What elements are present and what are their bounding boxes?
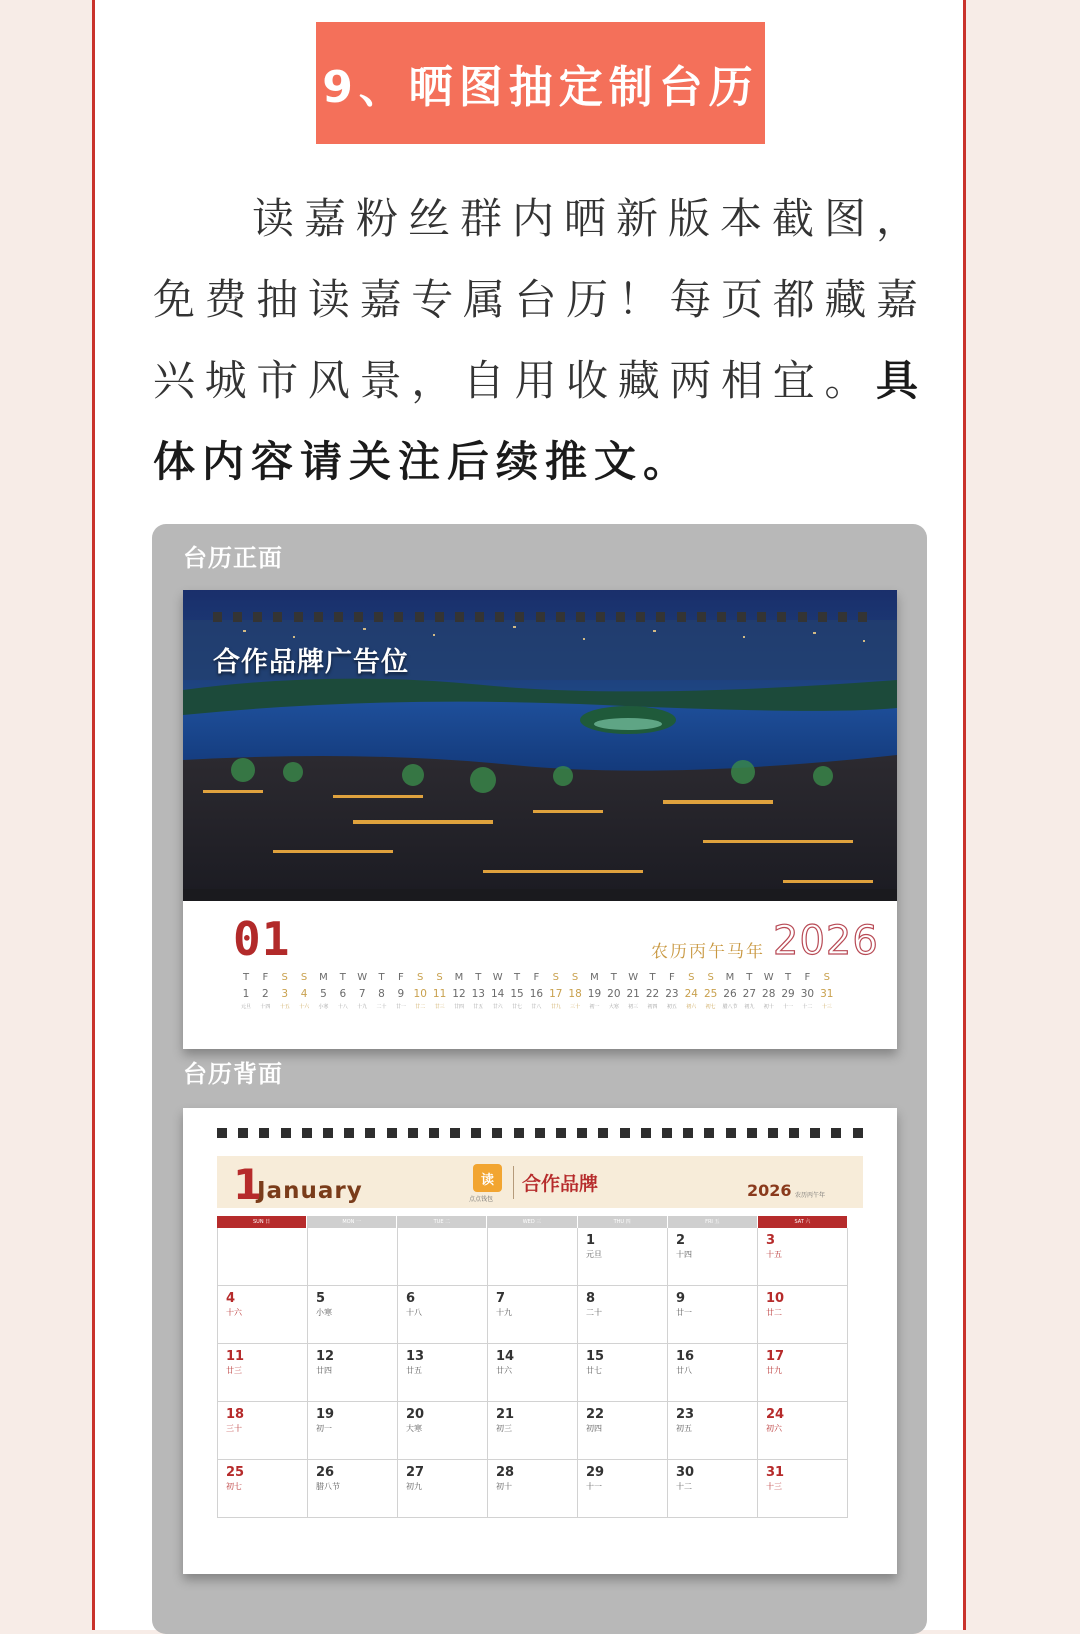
day-number: 13 [406,1349,425,1364]
front-day-number: 27 [742,988,757,1000]
calendar-week-row [217,1460,848,1518]
day-number: 25 [226,1465,245,1480]
calendar-empty-cell [308,1228,398,1285]
calendar-week-row [217,1228,848,1286]
day-lunar-label: 十四 [676,1250,692,1259]
day-lunar-label: 三十 [226,1424,242,1433]
calendar-showcase [152,524,927,1634]
day-number: 10 [766,1291,785,1306]
front-day-column [625,973,641,1010]
day-lunar-label: 廿七 [586,1366,602,1375]
header-divider [513,1166,514,1199]
front-day-lunar: 初一 [589,1003,600,1010]
day-number: 27 [406,1465,425,1480]
front-day-weekday: T [475,972,482,983]
month-grid [217,1216,848,1518]
day-lunar-label: 十五 [766,1250,782,1259]
calendar-day-cell [217,1344,308,1401]
day-number: 1 [586,1233,596,1248]
back-calendar-header [217,1156,863,1208]
calendar-day-cell [308,1460,398,1517]
day-number: 17 [766,1349,785,1364]
front-day-lunar: 十二 [802,1003,813,1010]
front-day-number: 11 [432,988,447,1000]
calendar-day-cell [758,1402,848,1459]
front-day-lunar: 大寒 [608,1003,619,1010]
calendar-day-cell [308,1344,398,1401]
front-day-column [780,973,796,1010]
calendar-day-cell [488,1460,578,1517]
front-day-weekday: W [763,972,774,983]
calendar-day-cell [668,1286,758,1343]
day-number: 5 [316,1291,326,1306]
front-day-lunar: 元旦 [240,1003,251,1010]
front-day-number: 28 [762,988,776,1000]
front-day-column [645,973,661,1010]
calendar-day-cell [308,1402,398,1459]
front-day-lunar: 初十 [763,1003,774,1010]
day-lunar-label: 廿五 [406,1366,422,1375]
front-day-column [257,973,273,1010]
day-number: 22 [586,1407,605,1422]
front-day-column [335,973,351,1010]
day-number: 31 [766,1465,785,1480]
front-day-column [393,973,409,1010]
front-day-weekday: T [610,972,617,983]
calendar-day-cell [758,1228,848,1285]
front-day-number: 19 [587,988,602,1000]
front-day-number: 26 [723,988,737,1000]
front-day-lunar: 廿一 [395,1003,406,1010]
calendar-day-cell [308,1286,398,1343]
front-day-column [683,973,699,1010]
front-day-weekday: S [417,972,424,983]
day-number: 23 [676,1407,695,1422]
day-lunar-label: 廿九 [766,1366,782,1375]
front-day-weekday: F [669,972,675,983]
front-day-lunar: 廿八 [531,1003,542,1010]
front-day-weekday: S [688,972,695,983]
day-lunar-label: 初一 [316,1424,332,1433]
front-day-column [374,973,390,1010]
day-number: 24 [766,1407,785,1422]
front-day-lunar: 十四 [260,1003,271,1010]
front-month-number: 01 [233,912,291,966]
front-day-number: 15 [510,988,524,1000]
front-day-weekday: T [378,972,385,983]
front-day-column [819,973,835,1010]
front-day-number: 14 [490,988,505,1000]
front-label: 台历正面 [183,544,283,572]
calendar-day-cell [668,1402,758,1459]
front-day-number: 10 [413,988,427,1000]
front-year: 2026 [773,918,879,964]
front-day-column [412,973,428,1010]
calendar-day-cell [578,1228,668,1285]
calendar-day-cell [668,1460,758,1517]
brand-logo-icon: 读 [473,1164,502,1192]
front-day-column [296,973,312,1010]
front-day-number: 25 [703,988,718,1000]
paragraph-text: 读嘉粉丝群内晒新版本截图，免费抽读嘉专属台历！每页都藏嘉兴城市风景，自用收藏两相宜。 [153,194,925,405]
day-number: 28 [496,1465,515,1480]
calendar-day-cell [398,1286,488,1343]
front-day-column [315,973,331,1010]
ring-binding-holes [213,612,867,622]
front-day-column [761,973,777,1010]
day-lunar-label: 初七 [226,1482,242,1491]
front-day-column [722,973,738,1010]
front-day-lunar: 廿四 [453,1003,464,1010]
front-day-weekday: S [552,972,559,983]
front-day-weekday: S [300,972,308,983]
day-lunar-label: 初六 [766,1424,782,1433]
calendar-week-row [217,1402,848,1460]
calendar-day-cell [758,1344,848,1401]
front-day-lunar: 腊八节 [722,1003,738,1010]
calendar-week-row [217,1344,848,1402]
day-number: 30 [676,1465,695,1480]
front-day-column [606,973,622,1010]
day-number: 15 [586,1349,605,1364]
front-day-lunar: 十三 [821,1003,832,1010]
calendar-day-cell [398,1344,488,1401]
front-day-lunar: 十八 [337,1003,348,1010]
front-day-lunar: 廿九 [550,1003,561,1010]
front-day-number: 16 [529,988,544,1000]
day-lunar-label: 大寒 [406,1424,422,1433]
city-night-photo [183,590,897,901]
front-day-weekday: F [804,972,811,983]
day-lunar-label: 腊八节 [316,1482,340,1491]
front-day-weekday: W [628,972,639,983]
day-number: 19 [316,1407,335,1422]
calendar-day-cell [398,1402,488,1459]
calendar-back-image [183,1108,897,1574]
front-day-number: 24 [684,988,698,1000]
front-day-column [470,973,486,1010]
day-lunar-label: 二十 [586,1308,602,1317]
calendar-day-cell [398,1460,488,1517]
day-number: 3 [766,1233,776,1248]
front-day-column [354,973,370,1010]
front-day-lunar: 十九 [357,1003,368,1010]
day-number: 9 [676,1291,686,1306]
front-day-weekday: T [785,972,792,983]
day-lunar-label: 十三 [766,1482,782,1491]
front-day-number: 13 [471,988,485,1000]
back-lunar-year: 农历丙午年 [795,1192,826,1199]
front-day-column [277,973,293,1010]
weekday-header-cell: FRI 五 [668,1216,758,1228]
front-day-column [567,973,583,1010]
day-number: 12 [316,1349,335,1364]
front-day-number: 2 [262,988,269,1000]
day-lunar-label: 小寒 [316,1308,332,1317]
back-brand-label: 合作品牌 [522,1173,599,1195]
back-month-name: January [257,1178,363,1204]
day-lunar-label: 初三 [496,1424,512,1433]
day-lunar-label: 初九 [406,1482,422,1491]
front-day-lunar: 十一 [783,1003,794,1010]
front-day-weekday: M [319,972,328,983]
weekday-header-cell: MON 一 [307,1216,397,1228]
front-lunar-year: 农历丙午马年 [651,942,765,962]
front-day-number: 1 [242,988,250,1000]
calendar-day-cell [488,1344,578,1401]
section-title-banner: 9、晒图抽定制台历 [316,22,765,144]
front-day-lunar: 廿二 [415,1003,426,1010]
front-day-column [490,973,506,1010]
calendar-day-cell [668,1344,758,1401]
front-day-column [741,973,757,1010]
front-day-number: 7 [358,988,366,1000]
day-lunar-label: 十九 [496,1308,512,1317]
day-number: 8 [586,1291,596,1306]
front-day-column [238,973,254,1010]
front-day-weekday: T [242,972,250,983]
day-lunar-label: 初四 [586,1424,602,1433]
ring-binding-holes [217,1128,863,1138]
front-day-weekday: S [281,972,288,983]
day-lunar-label: 廿一 [676,1308,692,1317]
day-lunar-label: 十八 [406,1308,422,1317]
front-day-number: 30 [800,988,815,1000]
day-number: 11 [226,1349,245,1364]
day-lunar-label: 廿二 [766,1308,782,1317]
front-day-lunar: 小寒 [318,1003,329,1010]
paragraph-bold-text: 具体内容请关注后续推文。 [153,356,925,486]
front-day-lunar: 二十 [376,1003,387,1010]
article-paragraph [153,178,925,502]
front-day-column [703,973,719,1010]
front-day-lunar: 廿七 [512,1003,523,1010]
calendar-empty-cell [398,1228,488,1285]
front-day-weekday: T [339,972,346,983]
front-day-number: 29 [781,988,795,1000]
front-day-weekday: S [436,972,443,983]
front-day-lunar: 初三 [628,1003,639,1010]
front-day-lunar: 十五 [279,1003,290,1010]
front-day-weekday: F [262,972,269,983]
back-month-number: 1 [233,1160,263,1209]
front-day-column [664,973,680,1010]
front-day-weekday: T [649,972,656,983]
front-day-lunar: 廿六 [492,1003,503,1010]
front-day-strip [238,973,835,1010]
front-day-lunar: 初六 [686,1003,697,1010]
day-number: 21 [496,1407,515,1422]
front-day-number: 20 [607,988,621,1000]
front-day-number: 3 [281,988,289,1000]
calendar-week-row [217,1286,848,1344]
day-number: 16 [676,1349,695,1364]
front-day-number: 17 [549,988,563,1000]
day-number: 14 [496,1349,515,1364]
front-day-number: 22 [645,988,660,1000]
calendar-day-cell [217,1286,308,1343]
day-lunar-label: 十二 [676,1482,692,1491]
front-day-number: 21 [626,988,640,1000]
day-number: 7 [496,1291,506,1306]
front-day-number: 12 [452,988,466,1000]
day-number: 29 [586,1465,605,1480]
weekday-header-row [217,1216,848,1228]
front-day-weekday: T [746,972,753,983]
front-day-lunar: 廿三 [434,1003,445,1010]
front-day-number: 23 [665,988,679,1000]
front-day-column [528,973,544,1010]
front-day-lunar: 初四 [647,1003,658,1010]
day-lunar-label: 廿六 [496,1366,512,1375]
front-day-column [451,973,467,1010]
front-day-number: 5 [320,988,327,1000]
front-day-weekday: F [397,972,404,983]
calendar-day-cell [578,1344,668,1401]
back-year: 2026 [747,1181,792,1200]
front-day-lunar: 廿五 [473,1003,484,1010]
front-day-lunar: 三十 [570,1003,581,1010]
calendar-day-cell [578,1460,668,1517]
weekday-header-cell: SUN 日 [217,1216,307,1228]
front-day-weekday: S [571,972,579,983]
front-day-number: 4 [300,988,308,1000]
front-day-number: 31 [820,988,834,1000]
front-day-column [432,973,448,1010]
front-day-weekday: M [590,972,599,983]
calendar-day-cell [758,1286,848,1343]
day-number: 6 [406,1291,416,1306]
calendar-day-cell [217,1460,308,1517]
calendar-day-cell [668,1228,758,1285]
front-day-column [509,973,525,1010]
front-day-column [586,973,602,1010]
day-number: 26 [316,1465,335,1480]
day-number: 4 [226,1291,236,1306]
front-day-number: 18 [568,988,582,1000]
front-day-number: 8 [378,988,385,1000]
brand-logo-caption: 点点钱包 [469,1196,494,1203]
front-day-column [548,973,564,1010]
day-lunar-label: 廿三 [226,1366,242,1375]
front-day-number: 6 [339,988,347,1000]
calendar-front-image [183,590,897,1049]
day-number: 18 [226,1407,245,1422]
front-day-weekday: S [823,972,830,983]
calendar-empty-cell [217,1228,308,1285]
calendar-day-cell [758,1460,848,1517]
day-lunar-label: 廿八 [676,1366,692,1375]
front-day-column [799,973,815,1010]
brand-ad-label: 合作品牌广告位 [213,647,409,678]
front-day-weekday: M [725,972,735,983]
day-lunar-label: 十一 [586,1482,602,1491]
day-number: 20 [406,1407,425,1422]
weekday-header-cell: WED 三 [487,1216,577,1228]
front-day-weekday: W [492,972,503,983]
calendar-day-cell [578,1286,668,1343]
day-lunar-label: 初十 [496,1482,512,1491]
day-number: 2 [676,1233,686,1248]
front-day-lunar: 初七 [705,1003,716,1010]
front-day-lunar: 十六 [299,1003,310,1010]
front-day-weekday: M [454,972,464,983]
front-day-lunar: 初五 [666,1003,677,1010]
calendar-day-cell [488,1286,578,1343]
day-lunar-label: 初五 [676,1424,692,1433]
front-day-lunar: 初九 [744,1003,755,1010]
day-lunar-label: 元旦 [586,1250,602,1259]
day-lunar-label: 十六 [226,1308,242,1317]
weekday-header-cell: THU 四 [578,1216,668,1228]
front-day-number: 9 [397,988,405,1000]
weekday-header-cell: SAT 六 [758,1216,848,1228]
weekday-header-cell: TUE 二 [397,1216,487,1228]
back-label: 台历背面 [183,1060,283,1088]
front-day-weekday: F [533,972,540,983]
calendar-empty-cell [488,1228,578,1285]
calendar-day-cell [488,1402,578,1459]
front-day-weekday: T [513,972,521,983]
calendar-day-cell [578,1402,668,1459]
front-day-weekday: W [357,972,368,983]
front-day-weekday: S [707,972,714,983]
calendar-day-cell [217,1402,308,1459]
day-lunar-label: 廿四 [316,1366,332,1375]
